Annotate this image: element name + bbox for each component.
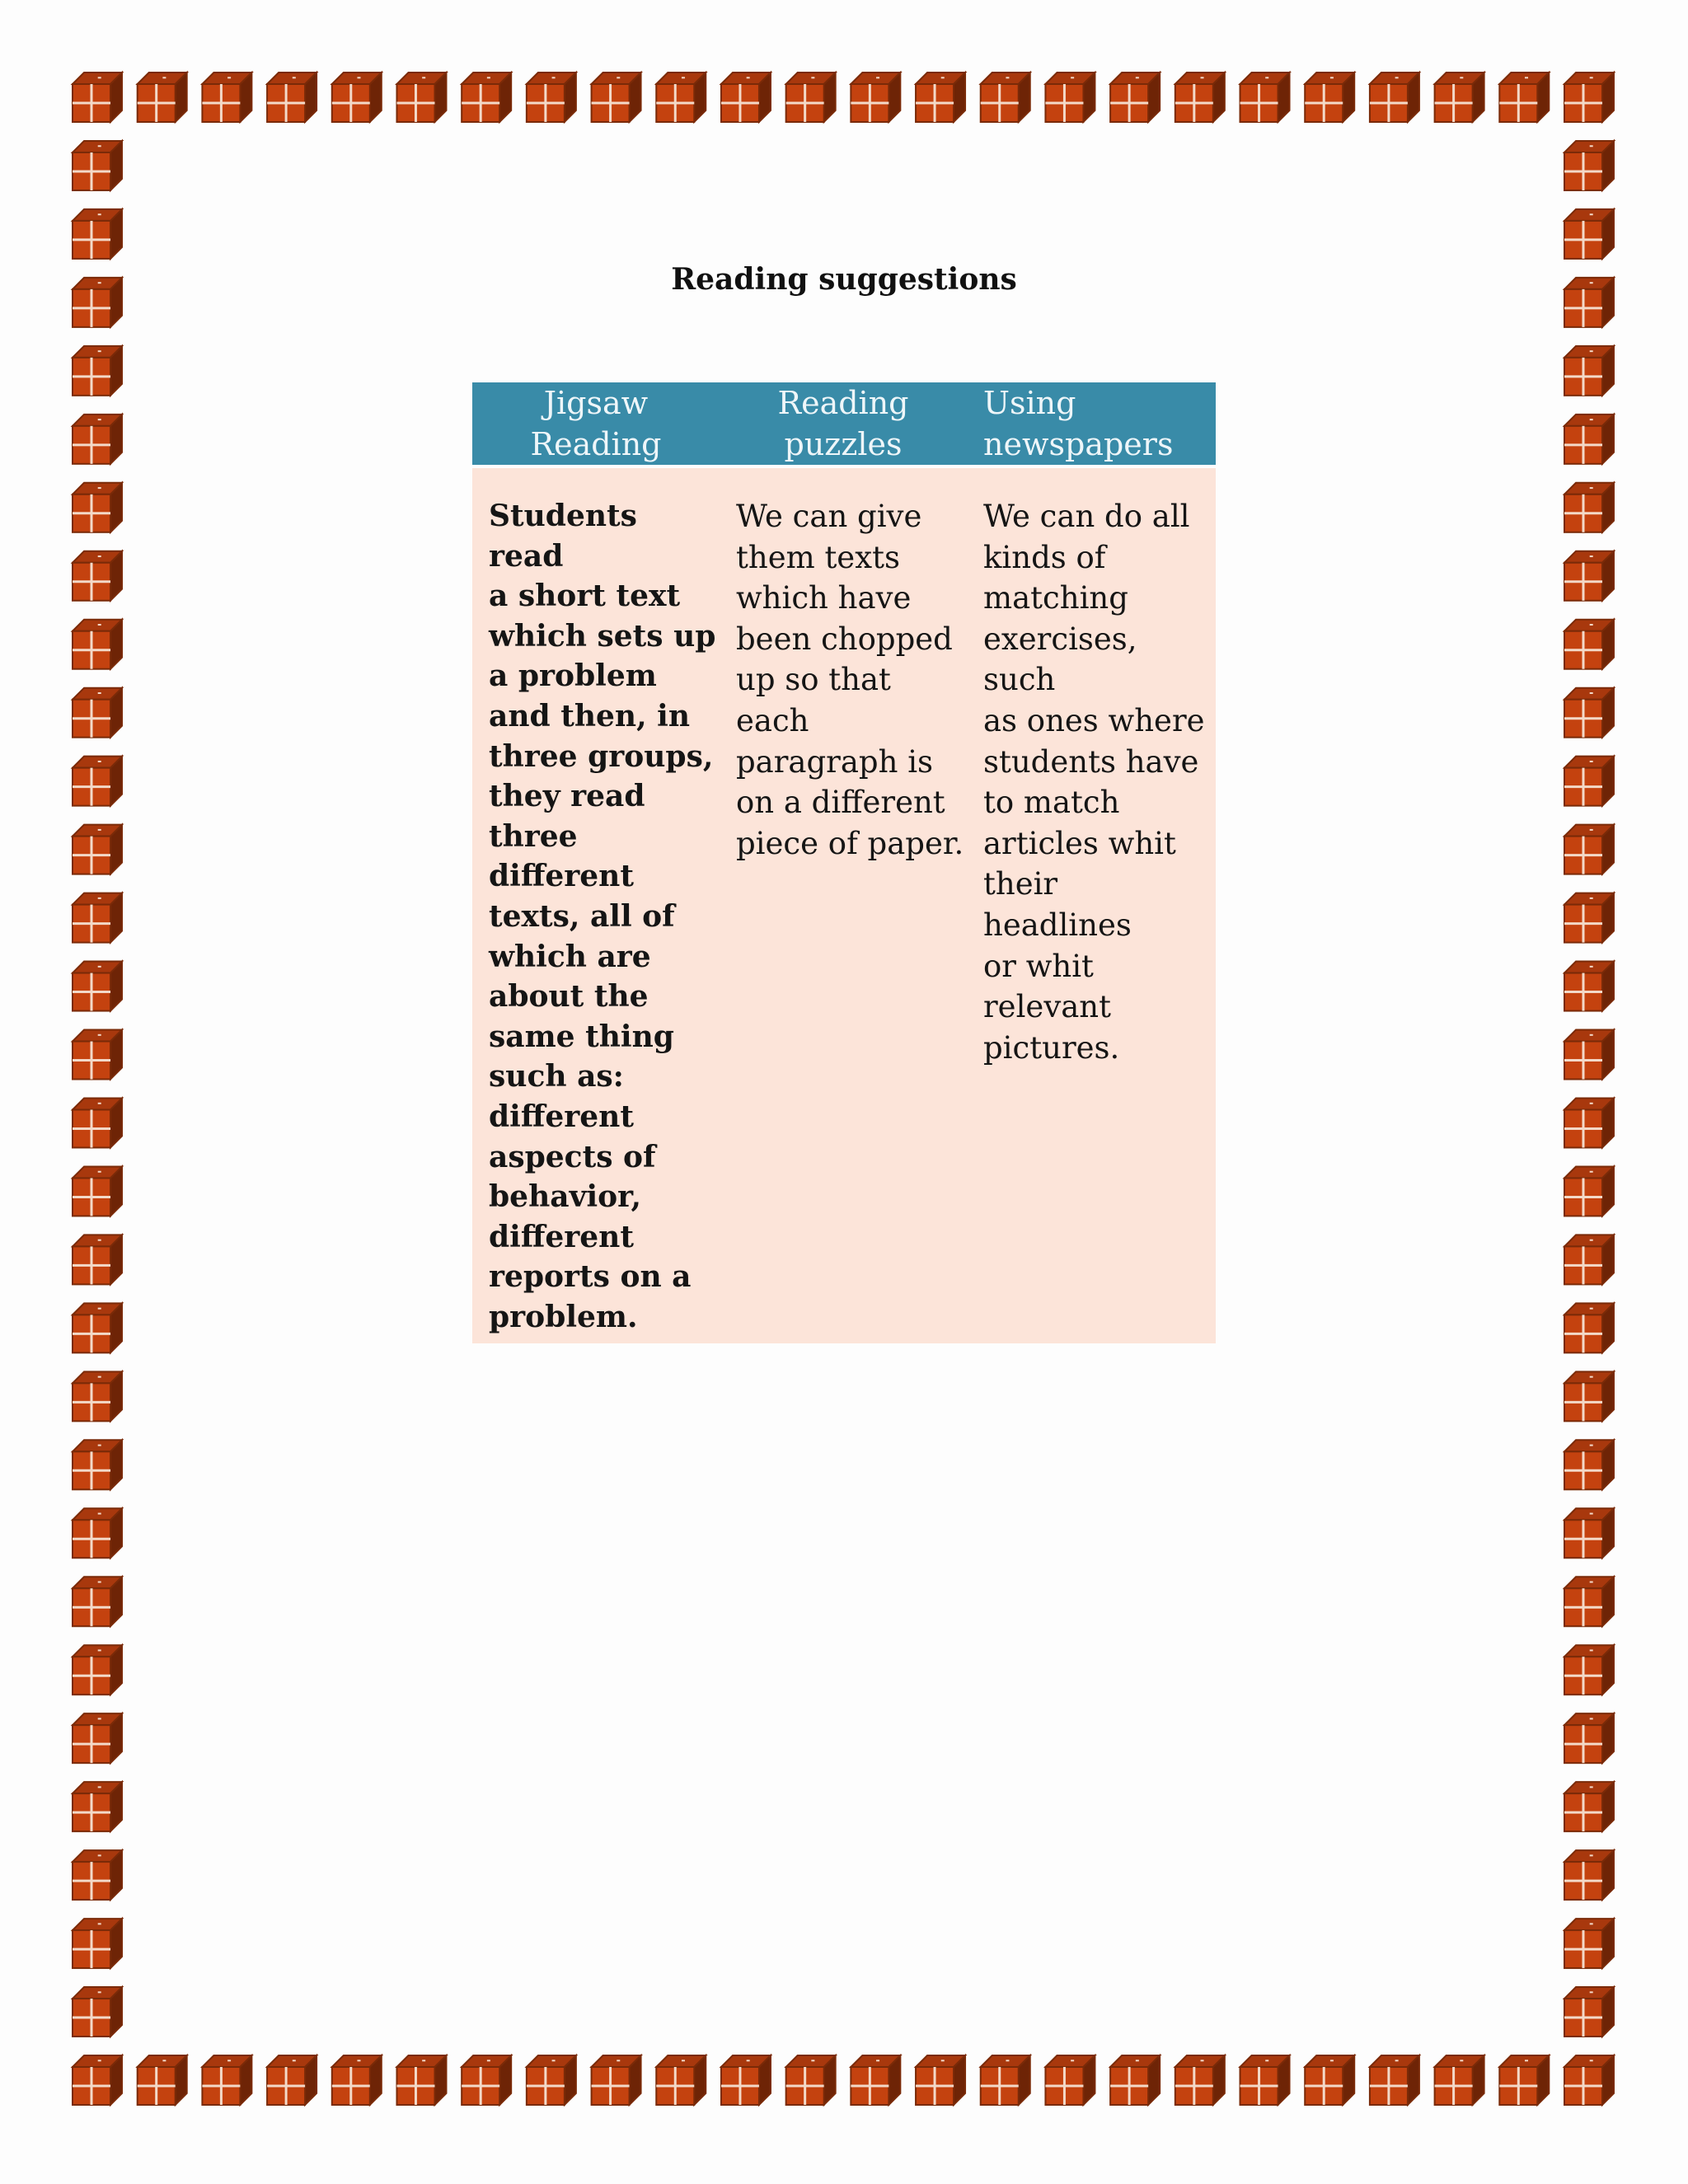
brick-block-icon [462,2055,511,2105]
brick-block-icon [1370,73,1419,122]
brick-block-icon [332,2055,382,2105]
brick-block-icon [1564,1508,1614,1558]
brick-block-icon [786,73,836,122]
brick-block-icon [202,2055,251,2105]
brick-block-icon [981,2055,1030,2105]
brick-block-icon [1564,1919,1614,1968]
brick-block-icon [1564,73,1614,122]
brick-block-icon [1045,73,1095,122]
brick-block-icon [1564,141,1614,190]
brick-block-icon [1175,2055,1225,2105]
brick-block-icon [73,1440,122,1489]
brick-block-icon [851,2055,900,2105]
brick-block-icon [1564,1713,1614,1763]
brick-block-icon [1564,757,1614,806]
brick-block-icon [202,73,251,122]
brick-block-icon [527,73,576,122]
brick-block-icon [73,551,122,601]
brick-block-icon [721,2055,771,2105]
brick-block-icon [462,73,511,122]
brick-block-icon [1499,73,1549,122]
brick-block-icon [73,1166,122,1216]
brick-block-icon [981,73,1030,122]
brick-block-icon [1175,73,1225,122]
brick-block-icon [1564,1303,1614,1352]
brick-block-icon [1435,73,1484,122]
cell-using-newspapers: We can do all kinds of matching exercises, such as ones where students have to match articles whit their headlines or whit relevant pictures. [983,499,1205,1066]
brick-block-icon [73,1782,122,1831]
brick-block-icon [1564,620,1614,669]
brick-block-icon [73,688,122,738]
header-jigsaw-reading: Jigsaw Reading [530,385,662,462]
brick-block-icon [73,1850,122,1900]
brick-block-icon [1110,73,1160,122]
brick-block-icon [1564,1440,1614,1489]
brick-block-icon [1564,1166,1614,1216]
brick-block-icon [1564,2055,1614,2105]
brick-block-icon [1564,1645,1614,1694]
brick-block-icon [1370,2055,1419,2105]
brick-block-icon [267,73,316,122]
brick-block-icon [916,73,965,122]
brick-block-icon [73,1508,122,1558]
brick-block-icon [73,825,122,874]
brick-block-icon [1564,346,1614,396]
brick-block-icon [1499,2055,1549,2105]
brick-block-icon [73,1235,122,1284]
brick-block-icon [527,2055,576,2105]
brick-block-icon [721,73,771,122]
brick-block-icon [1240,73,1290,122]
brick-block-icon [1564,551,1614,601]
cell-jigsaw-reading: Students read a short text which sets up a problem and then, in three groups, they read three different texts, all of which are about the same thing such as: different aspects of behavior, different reports on a problem. [489,499,716,1334]
brick-block-icon [1564,1030,1614,1080]
brick-block-icon [73,141,122,190]
brick-block-icon [1564,1987,1614,2036]
table-body-row [472,468,1216,1343]
brick-block-icon [656,2055,706,2105]
brick-block-icon [73,1919,122,1968]
brick-block-icon [1564,962,1614,1011]
brick-block-icon [73,1645,122,1694]
brick-block-icon [267,2055,316,2105]
header-using-newspapers: Using newspapers [983,385,1174,462]
brick-block-icon [1564,209,1614,259]
table-header-row [472,382,1216,465]
page-title: Reading suggestions [671,262,1017,297]
brick-block-icon [73,620,122,669]
brick-block-icon [73,209,122,259]
brick-block-icon [73,1030,122,1080]
brick-block-icon [1045,2055,1095,2105]
brick-block-icon [592,2055,641,2105]
brick-block-icon [1564,1850,1614,1900]
brick-block-icon [73,757,122,806]
brick-block-icon [592,73,641,122]
brick-block-icon [73,1371,122,1421]
brick-block-icon [332,73,382,122]
brick-block-icon [73,483,122,532]
brick-block-icon [73,1303,122,1352]
brick-block-icon [396,73,446,122]
brick-block-icon [73,415,122,464]
brick-block-icon [786,2055,836,2105]
brick-block-icon [396,2055,446,2105]
brick-block-icon [73,962,122,1011]
cell-reading-puzzles: We can give them texts which have been chopped up so that each paragraph is on a different piece of paper. [736,499,964,861]
brick-block-icon [73,1987,122,2036]
brick-block-icon [1564,1235,1614,1284]
brick-block-icon [1305,2055,1354,2105]
brick-block-icon [1564,1098,1614,1147]
brick-block-icon [1564,415,1614,464]
brick-block-icon [1564,688,1614,738]
brick-block-icon [73,73,122,122]
brick-block-icon [73,893,122,943]
brick-block-icon [73,346,122,396]
brick-block-icon [851,73,900,122]
brick-block-icon [1435,2055,1484,2105]
header-reading-puzzles: Reading puzzles [777,385,909,462]
brick-block-icon [1564,483,1614,532]
brick-block-icon [73,2055,122,2105]
brick-block-icon [1110,2055,1160,2105]
brick-block-icon [916,2055,965,2105]
brick-block-icon [1305,73,1354,122]
brick-block-icon [1240,2055,1290,2105]
brick-block-icon [1564,1371,1614,1421]
brick-block-icon [138,2055,187,2105]
brick-block-icon [1564,1577,1614,1626]
brick-block-icon [73,1098,122,1147]
brick-block-icon [1564,1782,1614,1831]
brick-block-icon [138,73,187,122]
brick-block-icon [1564,825,1614,874]
brick-block-icon [1564,893,1614,943]
brick-block-icon [73,1577,122,1626]
reading-suggestions-table [472,382,1216,1343]
brick-block-icon [73,1713,122,1763]
brick-block-icon [656,73,706,122]
